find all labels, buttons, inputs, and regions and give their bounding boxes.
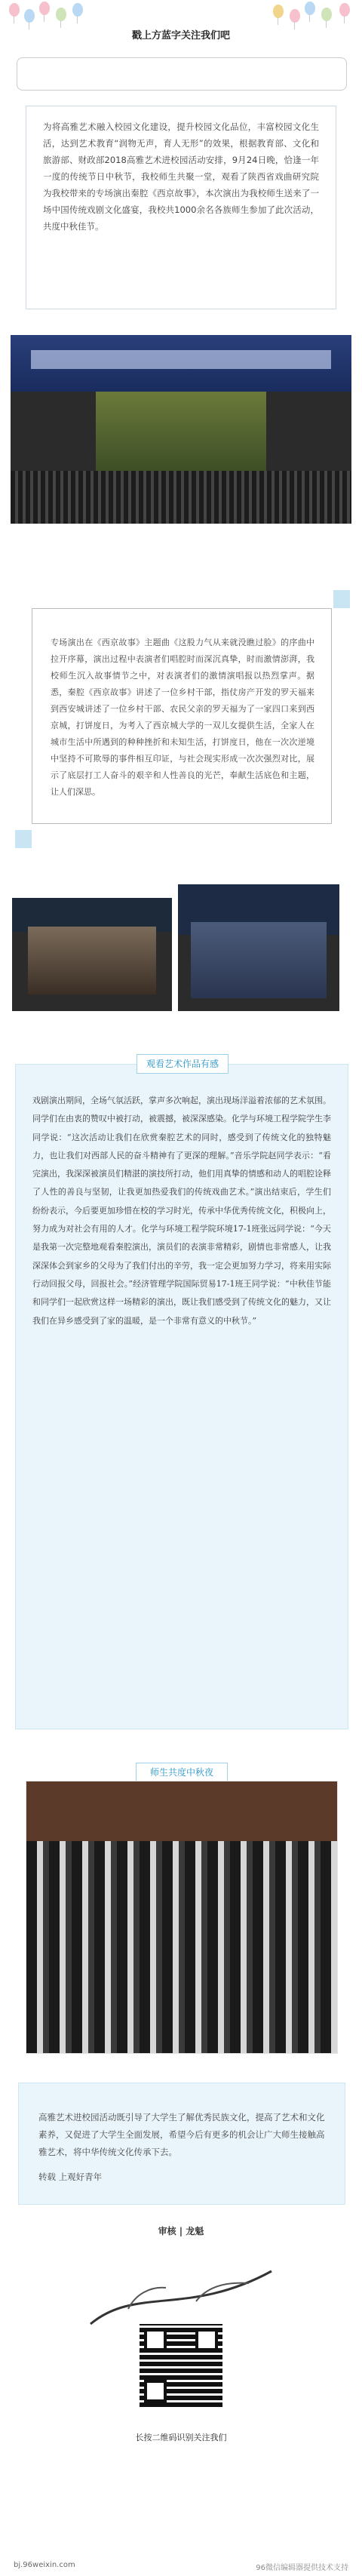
balloon-icon [72,3,83,17]
qr-caption: 长按二维码识别关注我们 [135,2433,227,2442]
decor-square [333,590,350,608]
closing-text: 高雅艺术进校园活动既引导了大学生了解优秀民族文化，提高了艺术和文化素养，又促进了大学生全面发展，希望今后有更多的机会让广大师生接触高雅艺术，将中华传统文化传承下去。 [38,2112,325,2157]
balloon-icon [273,5,284,18]
stage-photo [11,335,351,524]
follow-card[interactable] [17,57,347,91]
footer-credit[interactable]: 96微信编辑器提供技术支持 [256,2564,348,2572]
balloon-icon [9,3,20,17]
qr-code[interactable] [140,2324,222,2407]
balloon-icon [56,8,66,21]
closing-panel [18,2083,345,2205]
attribution: 转载 上观好青年 [38,2172,103,2182]
qr-section [83,2256,279,2482]
footer-url[interactable]: bj.96weixin.com [14,2561,75,2569]
balloon-icon [305,2,315,15]
stage-photo-left [12,898,172,1011]
audience-photo [26,1781,338,2054]
tag-together: 师生共度中秋夜 [136,1763,228,1782]
balloon-icon [290,9,300,23]
tag-audience-feedback: 观看艺术作品有感 [137,1054,229,1074]
follow-prompt[interactable]: 戳上方蓝字关注我们吧 [131,30,230,41]
footer [0,2556,362,2576]
stage-photo-right [178,884,339,1011]
performance-description-text: 专场演出在《西京故事》主题曲《这股力气从来就没瞧过脸》的序曲中拉开序幕，演出过程中表演者们唱腔时而深沉真挚，时而激情澎湃，我校师生沉入故事情节之中，对表演者们的激情演唱报以热烈掌声。据悉，秦腔《西京故事》讲述了一位乡村干部，指仗房产开发的罗天福来到西安城讲述了一位乡村干部、农民父亲的罗天福为了一家四口来到西京城，打饼度日，为考入了西京城大学的一双儿女提供生活，全家人在城市生活中所遇到的种种挫折和未知生活，打饼度日，他在一次次逆境中坚持不可欺辱的事件相互印证，与社会现实形成一次次强烈对比，展示了底层打工人奋斗的艰辛和人性善良的光芒，奉献生活底色和主题，让人们深思。 [51,638,314,797]
performance-description-box [32,608,332,824]
page-header [0,0,362,45]
intro-text: 为将高雅艺术融入校园文化建设，提升校园文化品位，丰富校园文化生活，达到艺术教育“润物无声，育人无形”的效果，根据教育部、文化和旅游部、财政部2018高雅艺术进校园活动安排，9月24日晚，恰逢一年一度的传统节日中秋节，我校师生共聚一堂，观看了陕西省戏曲研究院为我校带来的专场演出秦腔《西京故事》，本次演出为我校师生送来了一场中国传统戏剧文化盛宴，我校共1000余名各族师生参加了此次活动，共度中秋佳节。 [43,121,319,232]
intro-box [26,106,336,309]
feedback-panel [15,1059,348,1729]
feedback-text: 戏剧演出期间，全场气氛活跃，掌声多次响起，演出现场洋溢着浓郁的艺术氛围。同学们在由衷的赞叹中被打动，被震撼，被深深感染。化学与环境工程学院学生李同学说：“这次活动让我们在欣赏秦腔艺术的同时，感受到了传统文化的独特魅力，也让我们对西部人民的奋斗精神有了更深的理解。”音乐学院赵同学表示：“看完演出，我深深被演员们精湛的演技所打动，他们用真挚的情感和动人的唱腔诠释了人性的善良与坚韧，让我更加热爱我们的传统戏曲艺术。”演出结束后，学生们纷纷表示，今后要更加珍惜在校的学习时光，传承中华优秀传统文化，积极向上，努力成为对社会有用的人才。化学与环境工程学院环境17-1班张远同学说：“今天是我第一次完整地观看秦腔演出，演员们的表演非常精彩，剧情也非常感人，让我深深体会到家乡的父母为了我们付出的辛劳，我一定会更加努力学习，将来用实际行动回报父母，回报社会。”经济管理学院国际贸易17-1班王同学说：“中秋佳节能和同学们一起欣赏这样一场精彩的演出，既让我们感受到了传统文化的魅力，又让我们在异乡感受到了家的温暖，是一个非常有意义的中秋节。” [32,1096,331,1326]
balloon-icon [39,2,50,15]
reviewer-credit: 审核 | 龙魁 [158,2226,204,2236]
balloon-icon [321,8,332,21]
decor-square [15,830,32,848]
balloon-icon [339,3,350,17]
balloon-icon [24,9,35,23]
